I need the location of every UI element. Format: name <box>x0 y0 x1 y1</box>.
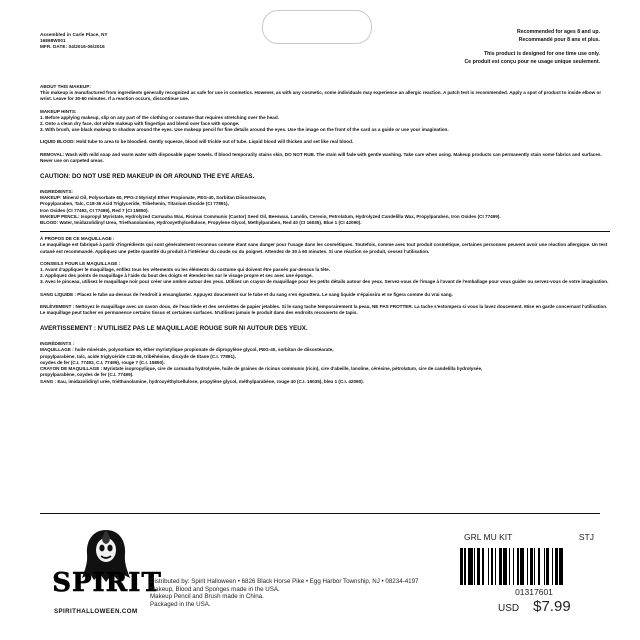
hint-item-fr: 1. Avant d'appliquer le maquillage, enfilez tous les vêtements ou les éléments du costume qui doivent être passés par-dessus la tête. <box>40 267 330 273</box>
about-text: This makeup is manufactured from ingredients generally recognized as safe for use in cosmetics. However, as with any cosmetic, some individuals may experience an allergic reaction. A patch test is recommended. Apply a spot of product to inside elbow or wrist. Leave for 30-60 minutes. If a reaction occurs, discontinue use. <box>40 90 602 102</box>
ingredients-line: Propylparaben, Talc, C18-36 Acid Triglyceride, Tribehenin, Titanium Dioxide (CI 77891), <box>40 201 229 207</box>
about-heading-fr: À PROPOS DE CE MAQUILLAGE : <box>40 236 115 242</box>
footer-divider <box>40 513 600 514</box>
caution-warning-fr: AVERTISSEMENT : N'UTILISEZ PAS LE MAQUILLAGE ROUGE SUR NI AUTOUR DES YEUX. <box>40 325 308 333</box>
barcode-stripe <box>563 548 564 585</box>
spirit-logo <box>52 528 162 618</box>
about-text-fr: Le maquillage est fabriqué à partir d'ingrédients qui sont généralement reconnus comme étant sans danger pour l'usage dans les cosmétiques. Toutefois, comme avec tout produit cosmétique, certaines personnes peuvent avoir une réaction allergique. Un test cutané est recommandé. Appliquez une petite quantité du produit à l'intérieur du coude ou du poignet. Attendez de 30 à 60 minutes. Si une réaction se produit, cessez l'utilisation. <box>40 242 608 254</box>
removal-instructions-fr: ENLÈVEMENT : Nettoyez le maquillage avec un savon doux, de l'eau tiède et des serviettes de papier jetables. Si le sang tache temporairement la peau, NE PAS FROTTER. La tache s'estompera si vous la lavez doucement. Mise en garde concernant l'utilisation. Le maquillage peut tacher en permanence certains tissus et certaines surfaces. N'utilisez jamais le produit dans des endroits recouverts de tapis. <box>40 303 608 316</box>
instructions-body <box>40 84 610 385</box>
product-code: 16868W001 <box>40 38 66 43</box>
sku-label: GRL MU KIT <box>464 532 513 542</box>
hint-item: 2. Onto a clean dry face, dot white makeup with fingertips and blend over face with sponge. <box>40 121 240 127</box>
store-code: STJ <box>578 532 594 542</box>
liquid-blood-instructions: LIQUID BLOOD: Hold tube to area to be bloodied. Gently squeeze, blood will trickle out of tube. Liquid blood will thicken and set like real blood. <box>40 139 354 145</box>
ingredients-line-fr: oxydes de fer (C.I. 77492, C.I. 77499), rouge 7 (C.I. 15850). <box>40 359 165 365</box>
hint-item: 3. With brush, use black makeup to shadow around the eyes. Use makeup pencil for fine details around the eyes. Use the image on the front of the card as a guide or use your imagination. <box>40 127 449 133</box>
origin-line: Packaged in the USA. <box>150 600 211 608</box>
hang-tab-hole <box>262 10 372 44</box>
ingredients-line-fr: CRAYON DE MAQUILLAGE : Myristate isopropylique, cire de carnauba hydrolysée, huile de graines de ricinus communis (ricin), cire d'abeille, lanoline, cérésine, pétrolatum, cire de candelilla hydrolysée, <box>40 366 483 372</box>
ingredients-line-fr: propylparabène, oxydes de fer (C.I. 77499). <box>40 372 134 378</box>
section-divider <box>40 231 610 232</box>
origin-line: Makeup Pencil and Brush made in China. <box>150 593 264 601</box>
hint-item: 1. Before applying makeup, slip on any part of the clothing or costume that requires stretching over the head. <box>40 114 279 120</box>
hints-heading-fr: CONSEILS POUR LE MAQUILLAGE : <box>40 260 121 266</box>
one-use-notice-en: This product is designed for one time use only. <box>483 51 600 57</box>
ingredients-line-fr: propylparabène, talc, acide triglycéride C18-36, tribéhénine, dioxyde de titane (C.I. 77891), <box>40 353 236 359</box>
distributor-line: Distributed by: Spirit Halloween • 6826 Black Horse Pike • Egg Harbor Township, NJ • 08234-4197 <box>150 578 419 585</box>
ingredients-line: MAKEUP: Mineral Oil, Polysorbate 60, PPG-2 Myristyl Ether Propionate, PEG-40, Sorbitan Diisostearate, <box>40 195 267 201</box>
price-label <box>460 532 608 615</box>
removal-instructions: REMOVAL: Wash with mild soap and warm water with disposable paper towels. If blood temporarily stains skin, DO NOT RUB. The stain will fade with gentle washing. Take care when using. Makeup products can permanently stain some fabrics and surfaces. Never use on carpeted areas. <box>40 151 602 163</box>
french-section <box>40 236 610 384</box>
spirit-wordmark: SPIRIT <box>52 568 162 598</box>
ingredients-heading: INGREDIENTS: <box>40 189 73 195</box>
website-url: SPIRITHALLOWEEN.COM <box>54 608 138 615</box>
price: $7.99 <box>533 598 571 615</box>
english-section <box>40 84 610 226</box>
age-recommendation-en: Recommended for ages 8 and up. <box>516 29 600 35</box>
hint-item-fr: 2. Appliquez des points de maquillage à l'aide du bout des doigts et étendez-les sur le visage propre et sec avec une éponge. <box>40 273 313 279</box>
liquid-blood-instructions-fr: SANG LIQUIDE : Placez le tube au-dessus de l'endroit à ensanglanter. Appuyez doucement sur le tube et du sang s'en égouttera. Le sang liquide s'épaissira et se figera comme du vrai sang. <box>40 291 453 297</box>
origin-line: Makeup, Blood and Sponges made in the USA. <box>150 585 280 593</box>
upc-number: 01317601 <box>515 587 553 597</box>
ingredients-line: MAKEUP PENCIL: Isopropyl Myristate, Hydrolyzed Carnauba Wax, Ricinus Communis (Castor) Seed Oil, Beeswax, Lanolin, Ceresin, Petrolatum, Hydrolyzed Candelilla Wax, Propylparaben, Iron Oxides (CI 77499). <box>40 213 501 219</box>
ingredients-line-fr: SANG : Eau, imidazolidinyl urée, triéthanolamine, hydroxyéthylcellulose, propylène glycol, méthylparabène, rouge 40 (C.I. 16035), bleu 1 (C.I. 42090). <box>40 378 364 384</box>
barcode <box>460 548 608 585</box>
hint-item-fr: 3. Avec le pinceau, utilisez le maquillage noir pour créer une ombre autour des yeux. Utilisez un crayon de maquillage pour les petits détails autour des yeux. Servez-vous de l'image à l'avant de l'emballage pour vous guider ou servez-vous de votre imagination. <box>40 279 609 285</box>
age-recommendation-fr: Recommandé pour 8 ans et plus. <box>518 37 600 43</box>
ingredients-heading-fr: INGRÉDIENTS : <box>40 341 75 347</box>
hints-heading: MAKEUP HINTS: <box>40 108 77 114</box>
ingredients-line: BLOOD: Water, Imidazolidinyl Urea, Triethanolamine, Hydroxyethylcellulose, Propylene Glycol, Methylparaben, Red 40 (CI 16035), Blue 1 (CI 42090). <box>40 220 362 226</box>
ingredients-line: Iron Oxides (CI 77492, CI 77499), Red 7 (CI 15850). <box>40 207 149 213</box>
assembly-location: Assembled in Carle Place, NY <box>40 32 108 37</box>
ingredients-line-fr: MAQUILLAGE : huile minérale, polysorbate 60, éther myristylique propionate de dipropylène glycol, PEG-40, sorbitan de diisostéarate, <box>40 347 334 353</box>
age-notice <box>465 28 600 66</box>
distribution-info <box>150 578 418 608</box>
manufacture-date: MFR. DATE: 04/2016-06/2016 <box>40 44 105 49</box>
currency: USD <box>498 603 520 614</box>
assembly-info <box>40 32 108 50</box>
about-heading: ABOUT THIS MAKEUP: <box>40 84 91 89</box>
caution-warning: CAUTION: DO NOT USE RED MAKEUP IN OR AROUND THE EYE AREAS. <box>40 173 255 181</box>
one-use-notice-fr: Ce produit est conçu pour ne usage unique seulement. <box>464 59 600 65</box>
